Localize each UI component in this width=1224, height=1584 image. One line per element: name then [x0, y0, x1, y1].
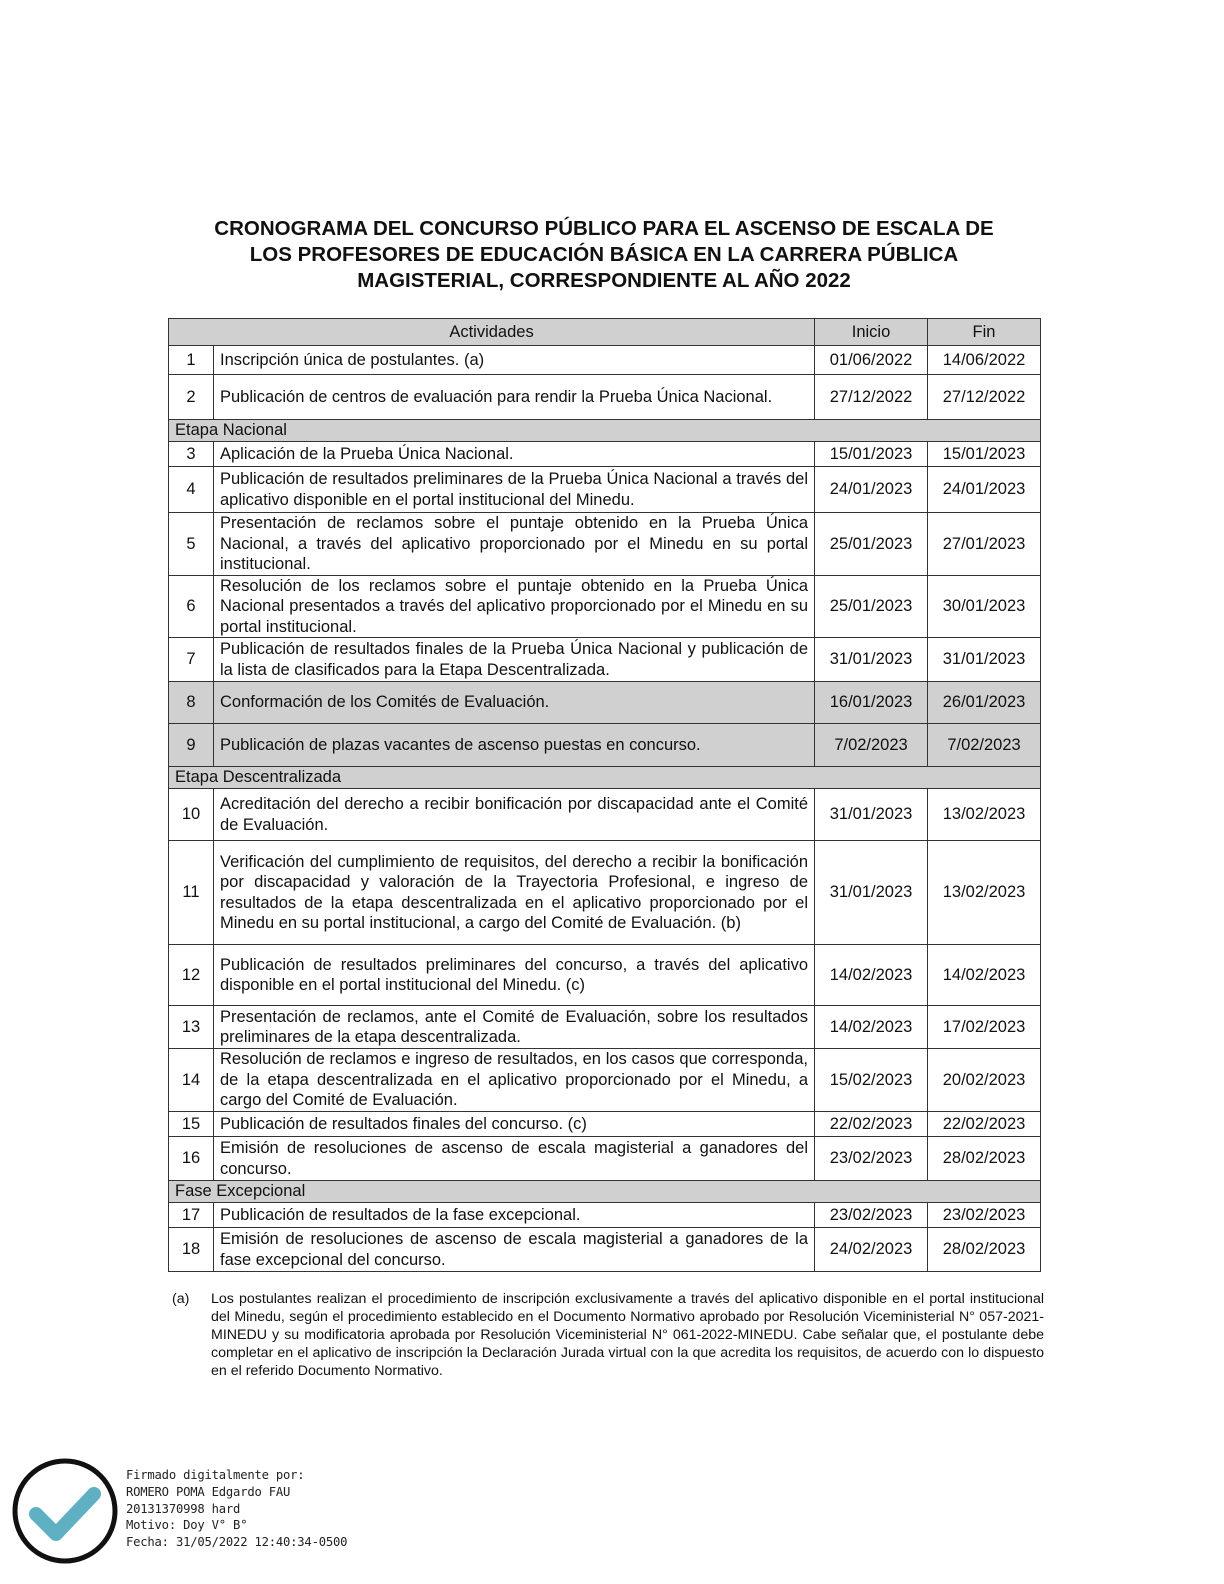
row-end: 30/01/2023 — [928, 575, 1041, 638]
row-start: 25/01/2023 — [815, 575, 928, 638]
row-number: 7 — [169, 638, 214, 682]
table-row — [169, 1112, 1041, 1137]
digital-signature — [126, 1467, 347, 1551]
row-number: 8 — [169, 682, 214, 724]
row-activity: Publicación de resultados de la fase excepcional. — [214, 1203, 815, 1228]
table-row — [169, 442, 1041, 467]
signature-line-1: Firmado digitalmente por: — [126, 1468, 305, 1482]
row-number: 17 — [169, 1203, 214, 1228]
table-row — [169, 513, 1041, 576]
row-activity: Inscripción única de postulantes. (a) — [214, 346, 815, 375]
header-end: Fin — [928, 319, 1041, 346]
row-end: 20/02/2023 — [928, 1049, 1041, 1112]
row-start: 7/02/2023 — [815, 724, 928, 767]
table-row — [169, 638, 1041, 682]
signature-line-5: Fecha: 31/05/2022 12:40:34-0500 — [126, 1535, 348, 1550]
section-fase-excepcional: Fase Excepcional — [169, 1181, 1041, 1203]
row-activity: Emisión de resoluciones de ascenso de escala magisterial a ganadores del concurso. — [214, 1137, 815, 1181]
row-activity: Publicación de resultados finales de la Prueba Única Nacional y publicación de la lista de clasificados para la Etapa Descentralizada. — [214, 638, 815, 682]
row-number: 5 — [169, 513, 214, 576]
row-activity: Publicación de resultados preliminares de la Prueba Única Nacional a través del aplicativo disponible en el portal institucional del Minedu. — [214, 467, 815, 513]
row-start: 31/01/2023 — [815, 638, 928, 682]
table-row — [169, 789, 1041, 841]
row-number: 1 — [169, 346, 214, 375]
row-number: 16 — [169, 1137, 214, 1181]
row-activity: Presentación de reclamos sobre el puntaje obtenido en la Prueba Única Nacional, a través del aplicativo proporcionado por el Minedu en su portal institucional. — [214, 513, 815, 576]
table-row — [169, 1203, 1041, 1228]
header-start: Inicio — [815, 319, 928, 346]
row-end: 31/01/2023 — [928, 638, 1041, 682]
row-activity: Emisión de resoluciones de ascenso de escala magisterial a ganadores de la fase excepcional del concurso. — [214, 1228, 815, 1272]
row-end: 13/02/2023 — [928, 841, 1041, 945]
title-line-1: CRONOGRAMA DEL CONCURSO PÚBLICO PARA EL ASCENSO DE ESCALA DE — [214, 217, 994, 240]
row-start: 23/02/2023 — [815, 1137, 928, 1181]
row-activity: Verificación del cumplimiento de requisitos, del derecho a recibir la bonificación por discapacidad y valoración de la Trayectoria Profesional, e ingreso de resultados de la etapa descentralizada en el aplicativo proporcionado por el Minedu en su portal institucional, a cargo del Comité de Evaluación. (b) — [214, 841, 815, 945]
row-number: 3 — [169, 442, 214, 467]
table-row — [169, 375, 1041, 420]
row-start: 24/02/2023 — [815, 1228, 928, 1272]
row-end: 22/02/2023 — [928, 1112, 1041, 1137]
section-etapa-nacional: Etapa Nacional — [169, 420, 1041, 442]
row-start: 14/02/2023 — [815, 945, 928, 1006]
row-start: 01/06/2022 — [815, 346, 928, 375]
section-row — [169, 767, 1041, 789]
table-row — [169, 1006, 1041, 1049]
table-row — [169, 1137, 1041, 1181]
row-start: 15/01/2023 — [815, 442, 928, 467]
title-line-2: LOS PROFESORES DE EDUCACIÓN BÁSICA EN LA CARRERA PÚBLICA — [249, 243, 959, 266]
row-end: 27/01/2023 — [928, 513, 1041, 576]
row-activity: Publicación de centros de evaluación para rendir la Prueba Única Nacional. — [214, 375, 815, 420]
schedule-table — [168, 318, 1041, 1272]
row-end: 27/12/2022 — [928, 375, 1041, 420]
row-start: 31/01/2023 — [815, 789, 928, 841]
row-start: 24/01/2023 — [815, 467, 928, 513]
row-end: 14/06/2022 — [928, 346, 1041, 375]
row-number: 18 — [169, 1228, 214, 1272]
row-number: 10 — [169, 789, 214, 841]
row-end: 28/02/2023 — [928, 1137, 1041, 1181]
row-start: 15/02/2023 — [815, 1049, 928, 1112]
row-start: 14/02/2023 — [815, 1006, 928, 1049]
row-number: 12 — [169, 945, 214, 1006]
row-end: 24/01/2023 — [928, 467, 1041, 513]
row-start: 22/02/2023 — [815, 1112, 928, 1137]
row-start: 31/01/2023 — [815, 841, 928, 945]
row-end: 7/02/2023 — [928, 724, 1041, 767]
signature-line-4: Motivo: Doy V° B° — [126, 1518, 248, 1533]
row-activity: Resolución de reclamos e ingreso de resultados, en los casos que corresponda, de la etapa descentralizada en el aplicativo proporcionado por el Minedu, a cargo del Comité de Evaluación. — [214, 1049, 815, 1112]
row-number: 2 — [169, 375, 214, 420]
table-header-row — [169, 319, 1041, 346]
row-number: 13 — [169, 1006, 214, 1049]
row-number: 6 — [169, 575, 214, 638]
row-end: 14/02/2023 — [928, 945, 1041, 1006]
row-activity: Resolución de los reclamos sobre el puntaje obtenido en la Prueba Única Nacional presentados a través del aplicativo proporcionado por el Minedu en su portal institucional. — [214, 575, 815, 638]
footnote-text: Los postulantes realizan el procedimiento de inscripción exclusivamente a través del aplicativo disponible en el portal institucional del Minedu, según el procedimiento establecido en el Documento Normativo aprobado por Resolución Viceministerial N° 057-2021-MINEDU y su modificatoria aprobada por Resolución Viceministerial N° 061-2022-MINEDU. Cabe señalar que, el postulante debe completar en el aplicativo de inscripción la Declaración Jurada virtual con la que acredita los requisitos, de acuerdo con lo dispuesto en el referido Documento Normativo. — [211, 1291, 1044, 1379]
table-row — [169, 841, 1041, 945]
table-row — [169, 1049, 1041, 1112]
row-start: 23/02/2023 — [815, 1203, 928, 1228]
document-title — [168, 216, 1040, 294]
row-activity: Publicación de plazas vacantes de ascenso puestas en concurso. — [214, 724, 815, 767]
row-number: 15 — [169, 1112, 214, 1137]
section-etapa-descentralizada: Etapa Descentralizada — [169, 767, 1041, 789]
row-activity: Presentación de reclamos, ante el Comité de Evaluación, sobre los resultados preliminares de la etapa descentralizada. — [214, 1006, 815, 1049]
table-row — [169, 467, 1041, 513]
row-end: 28/02/2023 — [928, 1228, 1041, 1272]
table-row — [169, 346, 1041, 375]
table-row — [169, 724, 1041, 767]
row-number: 9 — [169, 724, 214, 767]
row-start: 27/12/2022 — [815, 375, 928, 420]
row-activity: Aplicación de la Prueba Única Nacional. — [214, 442, 815, 467]
row-end: 23/02/2023 — [928, 1203, 1041, 1228]
row-number: 11 — [169, 841, 214, 945]
row-start: 16/01/2023 — [815, 682, 928, 724]
row-end: 26/01/2023 — [928, 682, 1041, 724]
row-number: 14 — [169, 1049, 214, 1112]
row-activity: Publicación de resultados finales del concurso. (c) — [214, 1112, 815, 1137]
row-end: 17/02/2023 — [928, 1006, 1041, 1049]
row-activity: Acreditación del derecho a recibir bonificación por discapacidad ante el Comité de Evaluación. — [214, 789, 815, 841]
table-row — [169, 575, 1041, 638]
table-row — [169, 945, 1041, 1006]
row-activity: Conformación de los Comités de Evaluación. — [214, 682, 815, 724]
signature-line-3: 20131370998 hard — [126, 1501, 241, 1516]
table-row — [169, 682, 1041, 724]
header-activities: Actividades — [169, 319, 815, 346]
signature-line-2: ROMERO POMA Edgardo FAU — [126, 1484, 291, 1499]
row-activity: Publicación de resultados preliminares del concurso, a través del aplicativo disponible en el portal institucional del Minedu. (c) — [214, 945, 815, 1006]
row-end: 13/02/2023 — [928, 789, 1041, 841]
section-row — [169, 420, 1041, 442]
row-end: 15/01/2023 — [928, 442, 1041, 467]
footnote-mark: (a) — [172, 1291, 190, 1307]
table-row — [169, 1228, 1041, 1272]
check-seal-icon — [10, 1456, 120, 1566]
title-line-3: MAGISTERIAL, CORRESPONDIENTE AL AÑO 2022 — [357, 269, 851, 292]
row-number: 4 — [169, 467, 214, 513]
section-row — [169, 1181, 1041, 1203]
row-start: 25/01/2023 — [815, 513, 928, 576]
footnote — [168, 1290, 1044, 1380]
